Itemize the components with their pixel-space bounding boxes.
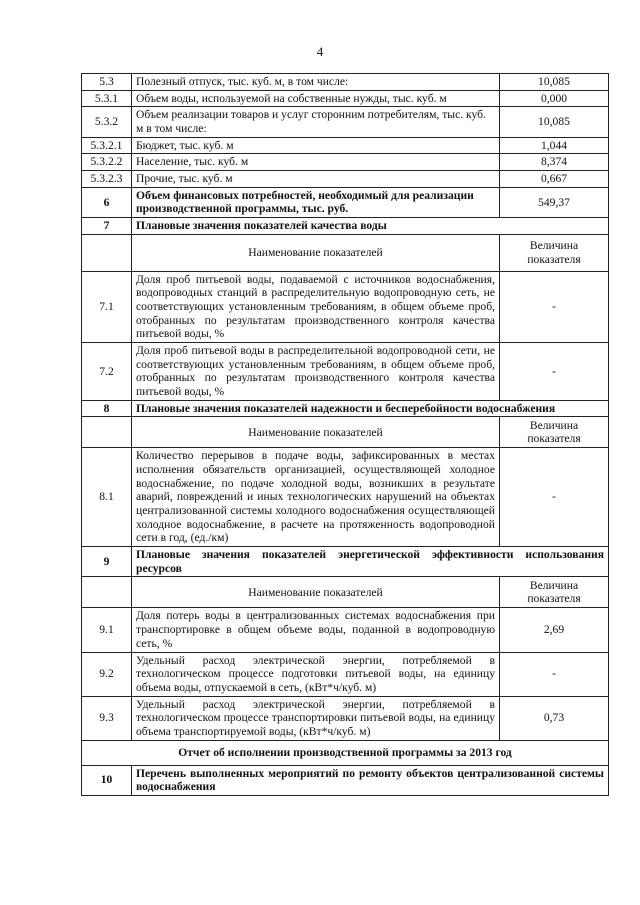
row-number: 9.3	[82, 696, 132, 740]
row-value: -	[500, 343, 609, 401]
row-number: 5.3	[82, 74, 132, 91]
row-text: Прочие, тыс. куб. м	[132, 171, 500, 188]
row-value: 0,000	[500, 90, 609, 107]
table-row	[82, 343, 609, 401]
row-text: Доля проб питьевой воды, подаваемой с источников водоснабжения, водопроводных станций в распределительную водопроводную сеть, не соответствующих установленным требованиям, в общем объеме проб, отобранных по результатам производственного контроля качества питьевой воды, %	[132, 271, 500, 342]
row-value: 0,73	[500, 696, 609, 740]
row-value: 0,667	[500, 171, 609, 188]
column-header-value: Величина показателя	[500, 577, 609, 608]
page-number: 4	[316, 44, 324, 59]
table-row	[82, 107, 609, 137]
row-number: 7.1	[82, 271, 132, 342]
row-text: Полезный отпуск, тыс. куб. м, в том числе:	[132, 74, 500, 91]
row-text: Удельный расход электрической энергии, потребляемой в технологическом процессе транспортировки питьевой воды, на единицу объема транспортируемой воды, (кВт*ч/куб. м)	[132, 696, 500, 740]
row-number: 5.3.2.1	[82, 137, 132, 154]
row-number: 8.1	[82, 448, 132, 547]
row-number: 5.3.2.2	[82, 154, 132, 171]
section-title: Перечень выполненных мероприятий по ремонту объектов централизованной системы водоснабжения	[132, 765, 609, 795]
row-text: Объем финансовых потребностей, необходимый для реализации производственной программы, тыс. руб.	[132, 187, 500, 217]
row-text: Бюджет, тыс. куб. м	[132, 137, 500, 154]
row-text: Количество перерывов в подаче воды, зафиксированных в местах исполнения обязательств организацией, осуществляющей холодное водоснабжение, по подаче холодной воды, возникших в результате аварий, повреждений и иных технологических нарушений на объектах централизованной системы холодного водоснабжения осуществляющей холодное водоснабжение, в расчете на протяженность водопроводной сети в год, (ед./км)	[132, 448, 500, 547]
table-row	[82, 271, 609, 342]
section-title: Плановые значения показателей энергетической эффективности использования ресурсов	[132, 547, 609, 577]
row-number: 5.3.2.3	[82, 171, 132, 188]
row-text: Объем воды, используемой на собственные нужды, тыс. куб. м	[132, 90, 500, 107]
row-value: 10,085	[500, 74, 609, 91]
table-row	[82, 154, 609, 171]
row-value: 2,69	[500, 608, 609, 652]
table-row	[82, 74, 609, 91]
table-row	[82, 652, 609, 696]
row-text: Доля потерь воды в централизованных системах водоснабжения при транспортировке в общем объеме воды, поданной в водопроводную сеть, %	[132, 608, 500, 652]
row-text: Удельный расход электрической энергии, потребляемой в технологическом процессе подготовки питьевой воды, на единицу объема воды, отпускаемой в сеть, (кВт*ч/куб. м)	[132, 652, 500, 696]
column-header-name: Наименование показателей	[132, 417, 500, 448]
row-number: 9.1	[82, 608, 132, 652]
row-number: 5.3.2	[82, 107, 132, 137]
row-number: 6	[82, 187, 132, 217]
table-row	[82, 187, 609, 217]
column-header-name: Наименование показателей	[132, 577, 500, 608]
row-value: 8,374	[500, 154, 609, 171]
table-row	[82, 608, 609, 652]
section-number: 8	[82, 400, 132, 417]
row-value: -	[500, 652, 609, 696]
row-number: 9.2	[82, 652, 132, 696]
section-title: Плановые значения показателей качества воды	[132, 218, 609, 235]
table-row	[82, 171, 609, 188]
table-row	[82, 696, 609, 740]
section-header-row	[82, 400, 609, 417]
row-text: Объем реализации товаров и услуг сторонним потребителям, тыс. куб. м в том числе:	[132, 107, 500, 137]
section-header-row	[82, 765, 609, 795]
section-header-row	[82, 218, 609, 235]
section-number: 9	[82, 547, 132, 577]
production-program-table	[81, 73, 609, 796]
column-header-row	[82, 577, 609, 608]
row-number: 5.3.1	[82, 90, 132, 107]
row-value: 1,044	[500, 137, 609, 154]
row-text: Население, тыс. куб. м	[132, 154, 500, 171]
table-row	[82, 448, 609, 547]
section-title: Плановые значения показателей надежности и бесперебойности водоснабжения	[132, 400, 609, 417]
column-header-value: Величина показателя	[500, 417, 609, 448]
column-header-row	[82, 234, 609, 271]
column-header-row	[82, 417, 609, 448]
row-value: -	[500, 448, 609, 547]
report-heading-row	[82, 740, 609, 765]
section-number: 7	[82, 218, 132, 235]
table-row	[82, 137, 609, 154]
row-value: -	[500, 271, 609, 342]
row-number: 7.2	[82, 343, 132, 401]
column-header-name: Наименование показателей	[132, 234, 500, 271]
row-text: Доля проб питьевой воды в распределительной водопроводной сети, не соответствующих установленным требованиям, в общем объеме проб, отобранных по результатам производственного контроля качества питьевой воды, %	[132, 343, 500, 401]
row-value: 10,085	[500, 107, 609, 137]
section-number: 10	[82, 765, 132, 795]
row-value: 549,37	[500, 187, 609, 217]
column-header-value: Величина показателя	[500, 234, 609, 271]
section-header-row	[82, 547, 609, 577]
report-heading: Отчет об исполнении производственной программы за 2013 год	[82, 740, 609, 765]
table-row	[82, 90, 609, 107]
